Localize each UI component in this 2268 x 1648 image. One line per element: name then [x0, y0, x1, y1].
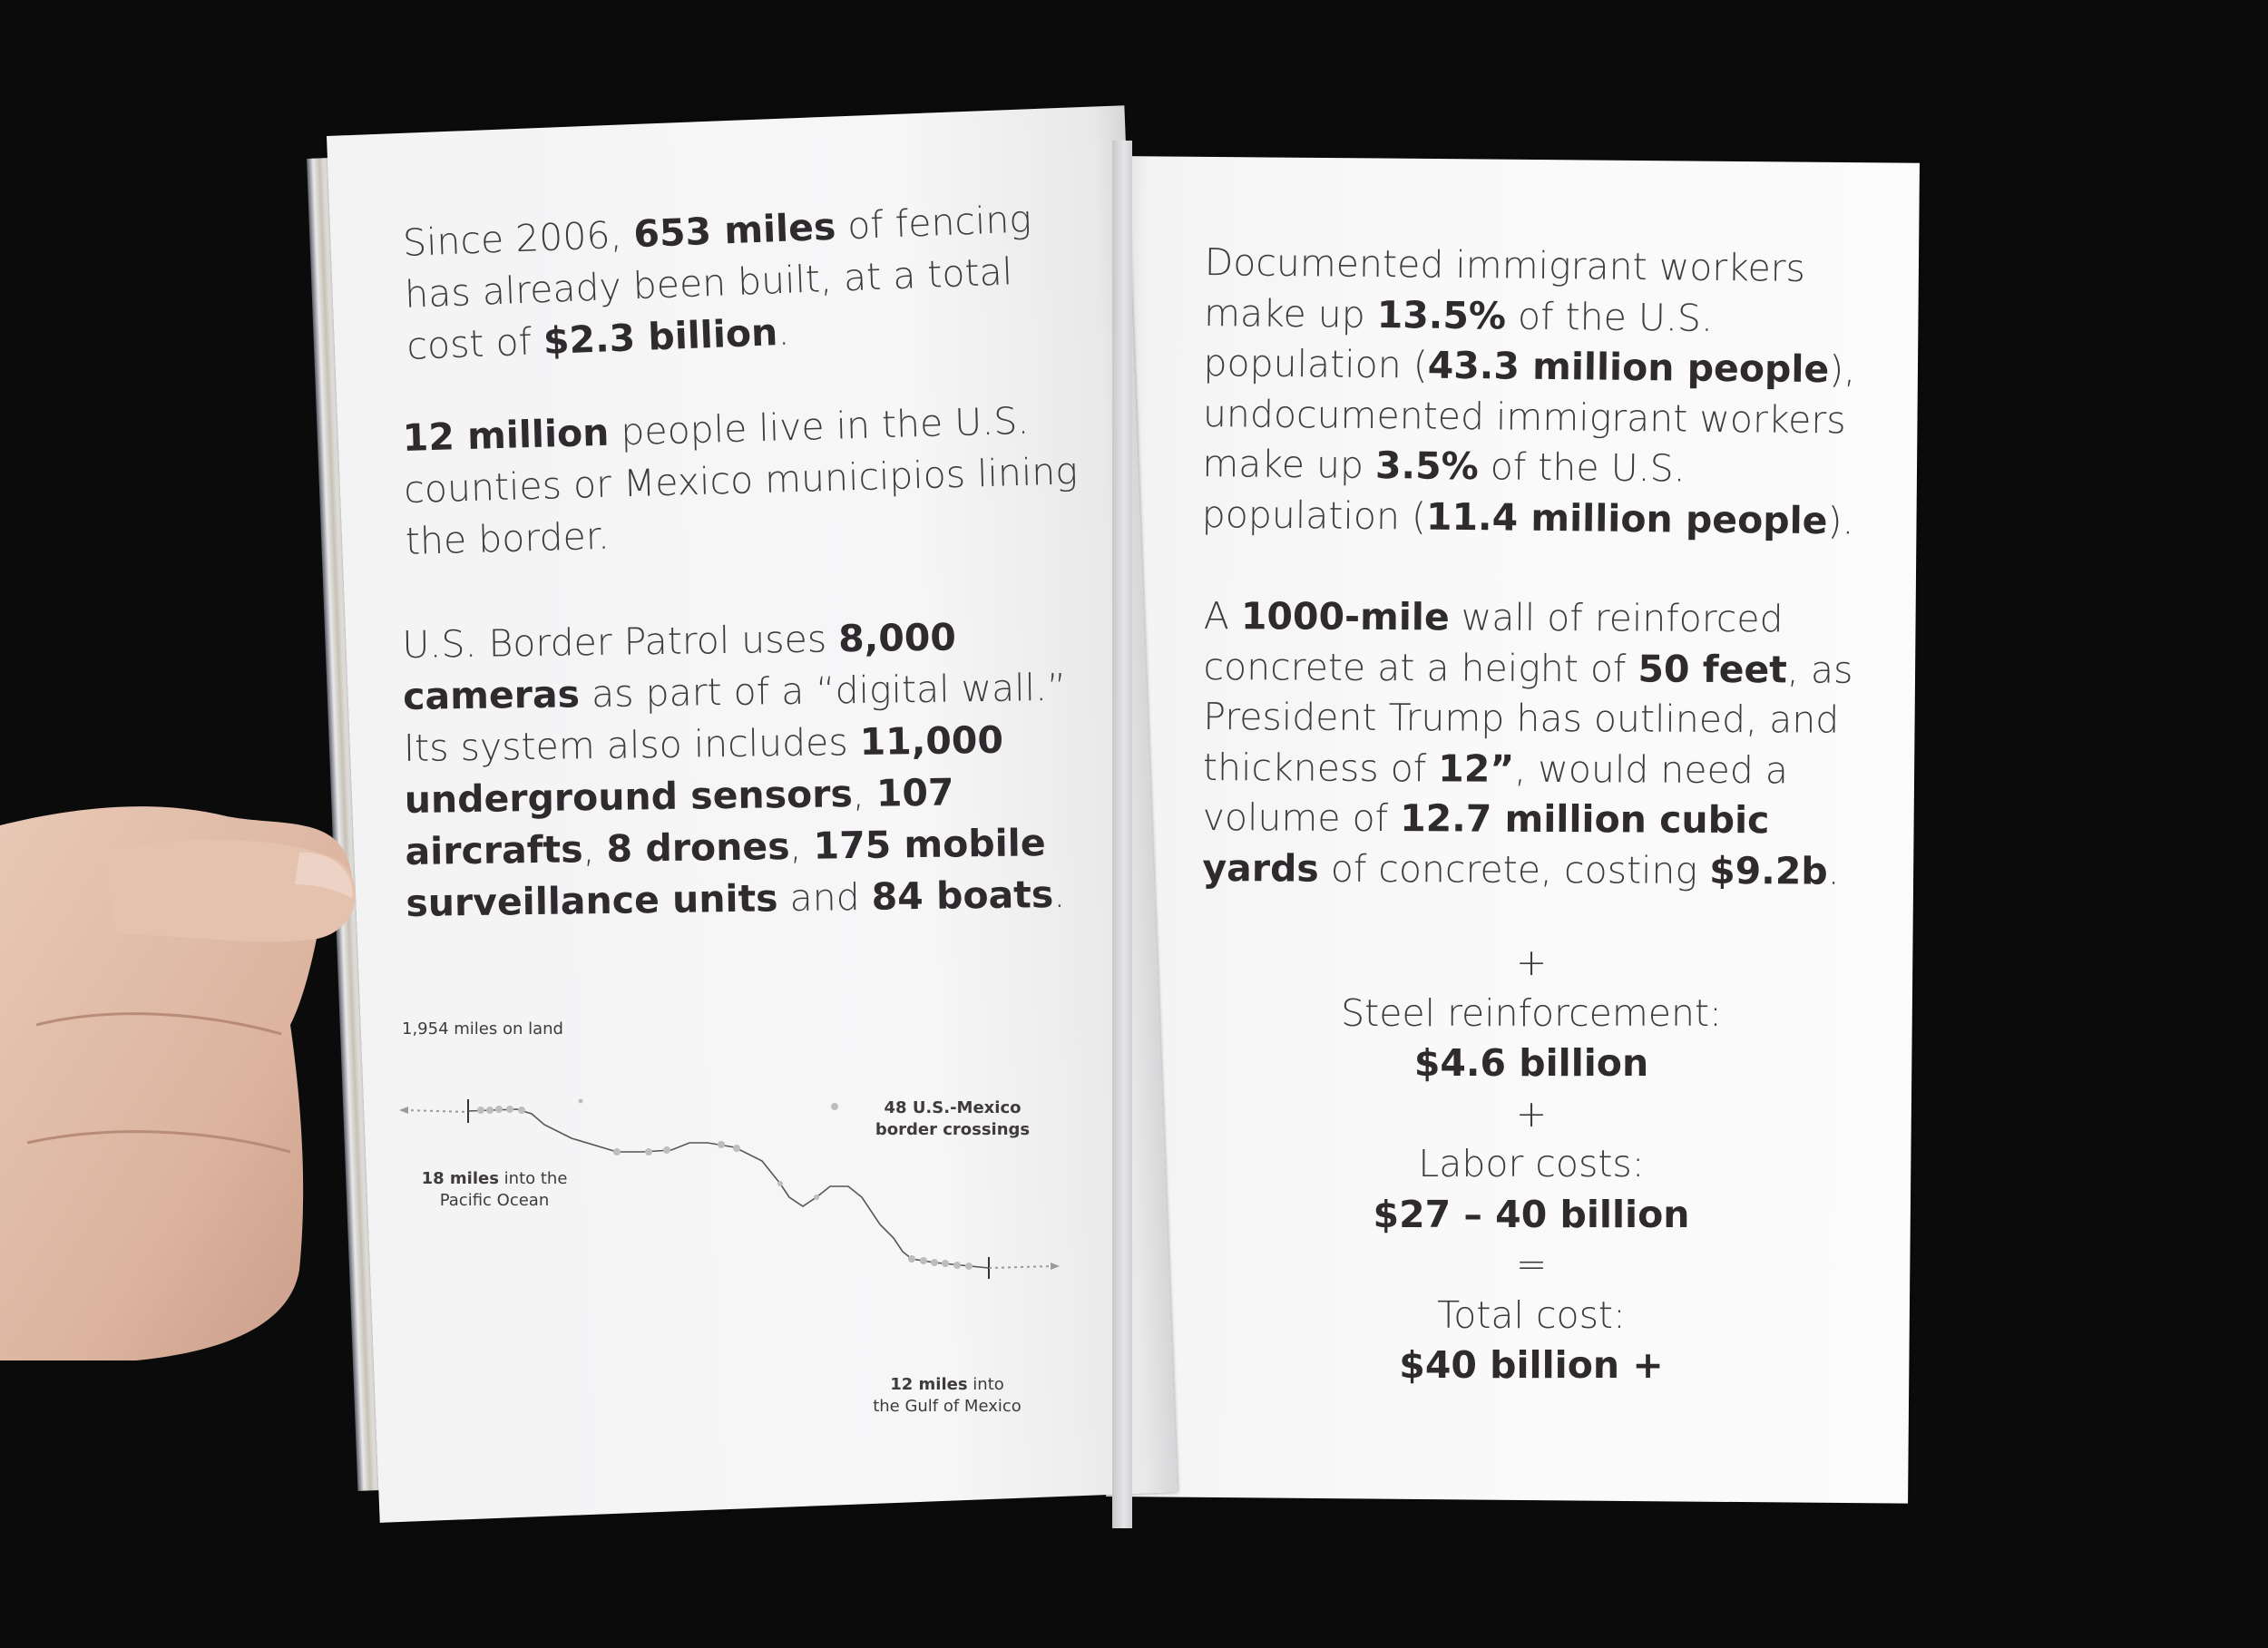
map-gulf-label: 12 miles into the Gulf of Mexico — [873, 1375, 1022, 1416]
equation-plus-1: + — [1515, 941, 1548, 984]
equation-plus-2: + — [1515, 1091, 1548, 1136]
cost-equation — [1277, 938, 1785, 1391]
holding-hand — [0, 798, 381, 1360]
pacific-arrowhead — [399, 1107, 408, 1114]
labor-value: $27 – 40 billion — [1373, 1192, 1690, 1236]
gulf-extension-line — [989, 1266, 1052, 1268]
left-paragraph-population: 12 million people live in the U.S. counties or Mexico municipios lining the border. — [402, 398, 1079, 563]
total-label: Total cost: — [1437, 1292, 1626, 1337]
booklet-gutter — [1112, 141, 1132, 1528]
map-crossings-label: 48 U.S.-Mexico border crossings — [875, 1098, 1031, 1139]
right-paragraph-wall-concrete: A 1000-mile wall of reinforced concrete at a height of 50 feet, as President Trump has outlined, and thickness of 12”, would need a volume of 12.7 million cubic yards of concrete, costing $9.2b. — [1202, 593, 1853, 893]
left-paragraph-border-patrol: U.S. Border Patrol uses 8,000 cameras as part of a “digital wall.” Its system also includes 11,000 underground sensors, 107 aircrafts, 8 drones, 175 mobile surveillance units and 84 boats. — [402, 615, 1067, 925]
labor-label: Labor costs: — [1418, 1142, 1645, 1185]
map-land-label: 1,954 miles on land — [402, 1019, 563, 1039]
steel-label: Steel reinforcement: — [1341, 990, 1722, 1035]
total-value: $40 billion + — [1399, 1343, 1664, 1387]
equation-equals: = — [1515, 1243, 1548, 1286]
gulf-arrowhead — [1051, 1263, 1060, 1270]
left-paragraph-fencing: Since 2006, 653 miles of fencing has already been built, at a total cost of $2.3 billion. — [402, 197, 1032, 368]
map-pacific-label: 18 miles into the Pacific Ocean — [421, 1169, 568, 1210]
pacific-extension-line — [405, 1110, 468, 1112]
steel-value: $4.6 billion — [1413, 1041, 1649, 1085]
right-paragraph-immigrant-workers: Documented immigrant workers make up 13.5% of the U.S. population (43.3 million people), undocumented immigrant workers make up 3.5% of the U.S. population (11.4 million people). — [1201, 239, 1856, 543]
